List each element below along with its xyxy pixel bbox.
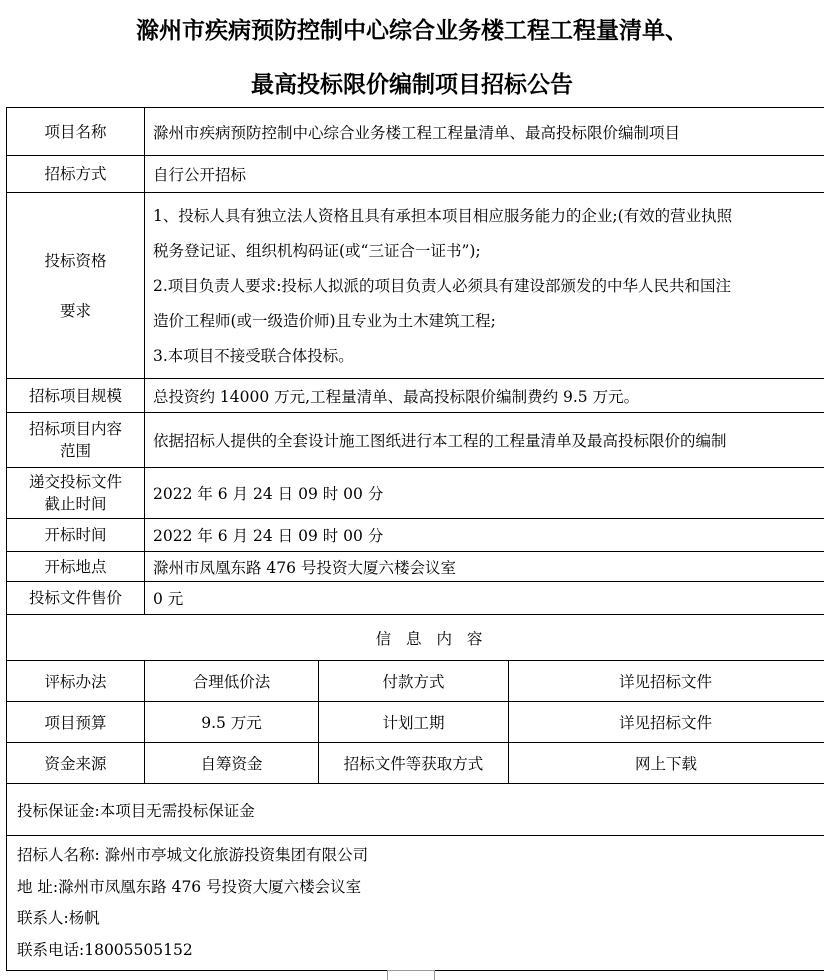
page-title-line2: 最高投标限价编制项目招标公告 (0, 66, 824, 99)
deadline-label-line1: 递交投标文件 (7, 471, 144, 493)
deadline-label-line2: 截止时间 (7, 493, 144, 515)
info-cell: 合理低价法 (145, 661, 319, 702)
open-time-value: 2022 年 6 月 24 日 09 时 00 分 (145, 519, 824, 552)
info-cell: 自筹资金 (145, 743, 319, 784)
doc-price-value: 0 元 (145, 582, 824, 615)
project-name-label: 项目名称 (7, 108, 145, 156)
contact-block (7, 836, 824, 971)
tenderer-name: 招标人名称: 滁州市亭城文化旅游投资集团有限公司 (17, 840, 824, 872)
qualification-line: 税务登记证、组织机构码证(或“三证合一证书”); (153, 234, 824, 269)
row-doc-price (7, 582, 824, 615)
deadline-label (7, 468, 145, 519)
row-qualification (7, 193, 824, 379)
info-cell: 详见招标文件 (509, 661, 824, 702)
row-project-name (7, 108, 824, 156)
open-time-label: 开标时间 (7, 519, 145, 552)
info-cell: 9.5 万元 (145, 702, 319, 743)
bid-method-value: 自行公开招标 (145, 156, 824, 193)
row-scale (7, 379, 824, 413)
qualification-line: 1、投标人具有独立法人资格且具有承担本项目相应服务能力的企业;(有效的营业执照 (153, 199, 824, 234)
scope-label (7, 413, 145, 468)
info-cell: 网上下载 (509, 743, 824, 784)
scale-value: 总投资约 14000 万元,工程量清单、最高投标限价编制费约 9.5 万元。 (145, 379, 824, 413)
row-contact (7, 836, 824, 971)
qualification-value (145, 193, 824, 379)
row-open-time (7, 519, 824, 552)
info-cell: 资金来源 (7, 743, 145, 784)
info-cell: 评标办法 (7, 661, 145, 702)
tenderer-address: 地 址:滁州市凤凰东路 476 号投资大厦六楼会议室 (17, 872, 824, 904)
scope-value: 依据招标人提供的全套设计施工图纸进行本工程的工程量清单及最高投标限价的编制 (145, 413, 824, 468)
bid-method-label: 招标方式 (7, 156, 145, 193)
qualification-line: 3.本项目不接受联合体投标。 (153, 339, 824, 374)
info-cell: 付款方式 (319, 661, 509, 702)
row-open-place (7, 552, 824, 582)
qualification-line: 2.项目负责人要求:投标人拟派的项目负责人必须具有建设部颁发的中华人民共和国注 (153, 269, 824, 304)
tender-announcement-table (6, 107, 824, 971)
project-name-value: 滁州市疾病预防控制中心综合业务楼工程工程量清单、最高投标限价编制项目 (145, 108, 824, 156)
open-place-value: 滁州市凤凰东路 476 号投资大厦六楼会议室 (145, 552, 824, 582)
info-cell: 详见招标文件 (509, 702, 824, 743)
doc-price-label: 投标文件售价 (7, 582, 145, 615)
info-cell: 招标文件等获取方式 (319, 743, 509, 784)
info-cell: 项目预算 (7, 702, 145, 743)
scale-label: 招标项目规模 (7, 379, 145, 413)
page-title-line1: 滁州市疾病预防控制中心综合业务楼工程工程量清单、 (0, 12, 824, 45)
qualification-label-line1: 投标资格 (7, 250, 144, 272)
contact-person: 联系人:杨帆 (17, 903, 824, 935)
open-place-label: 开标地点 (7, 552, 145, 582)
info-cell: 计划工期 (319, 702, 509, 743)
row-info-header (7, 615, 824, 661)
qualification-label-line2: 要求 (7, 300, 144, 322)
info-row (7, 743, 824, 784)
deadline-value: 2022 年 6 月 24 日 09 时 00 分 (145, 468, 824, 519)
scope-label-line2: 范围 (7, 440, 144, 462)
scope-label-line1: 招标项目内容 (7, 418, 144, 440)
deposit-text: 投标保证金:本项目无需投标保证金 (7, 784, 824, 836)
qualification-line: 造价工程师(或一级造价师)且专业为土木建筑工程; (153, 304, 824, 339)
info-header: 信 息 内 容 (7, 615, 824, 661)
row-deposit (7, 784, 824, 836)
contact-phone: 联系电话:18005505152 (17, 935, 824, 967)
row-bid-method (7, 156, 824, 193)
info-row (7, 702, 824, 743)
row-scope (7, 413, 824, 468)
qualification-label (7, 193, 145, 379)
info-row (7, 661, 824, 702)
row-deadline (7, 468, 824, 519)
